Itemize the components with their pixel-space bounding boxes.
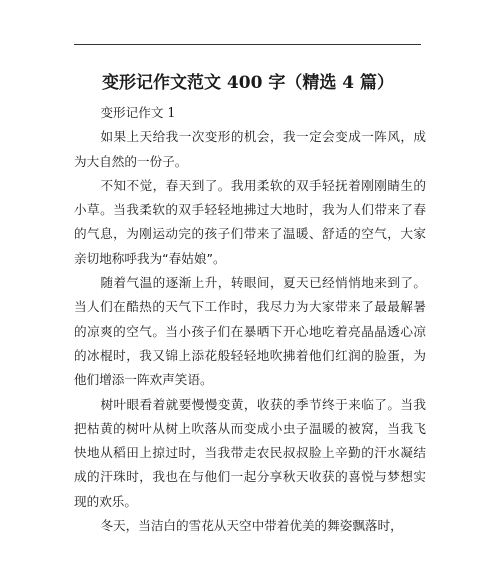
document-title: 变形记作文范文 400 字（精选 4 篇） bbox=[102, 73, 394, 93]
document-body bbox=[74, 101, 426, 538]
paragraph-2: 不知不觉，春天到了。我用柔软的双手轻抚着刚刚睛生的小草。当我柔软的双手轻轻地拂过大地时，我为人们带来了春的气息，为刚运动完的孩子们带来了温暖、舒适的空气，大家亲切地称呼我为“春姑娘”。 bbox=[74, 177, 426, 266]
essay-subheading: 变形记作文 1 bbox=[100, 105, 176, 120]
paragraph-5: 冬天，当洁白的雪花从天空中带着优美的舞姿飘落时， bbox=[100, 518, 403, 534]
paragraph-4: 树叶眼看着就要慢慢变黄，收获的季节终于来临了。当我把枯黄的树叶从树上吹落从而变成小虫子温暖的被窝，当我飞快地从稻田上掠过时，当我带走农民叔叔脸上辛勤的汗水凝结成的汗珠时，我也在与他们一起分享秋天收获的喜悦与梦想实现的欢乐。 bbox=[74, 396, 426, 509]
paragraph-1: 如果上天给我一次变形的机会，我一定会变成一阵风，成为大自然的一份子。 bbox=[74, 129, 426, 169]
paragraph-3: 随着气温的逐渐上升，转眼间，夏天已经悄悄地来到了。当人们在酷热的天气下工作时，我尽力为大家带来了最最解暑的凉爽的空气。当小孩子们在暴晒下开心地吃着亮晶晶透心凉的冰棍时，我又锦上添花般轻轻地吹拂着他们红润的脸蛋，为他们增添一阵欢声笑语。 bbox=[74, 275, 426, 388]
header-rule bbox=[74, 44, 421, 45]
